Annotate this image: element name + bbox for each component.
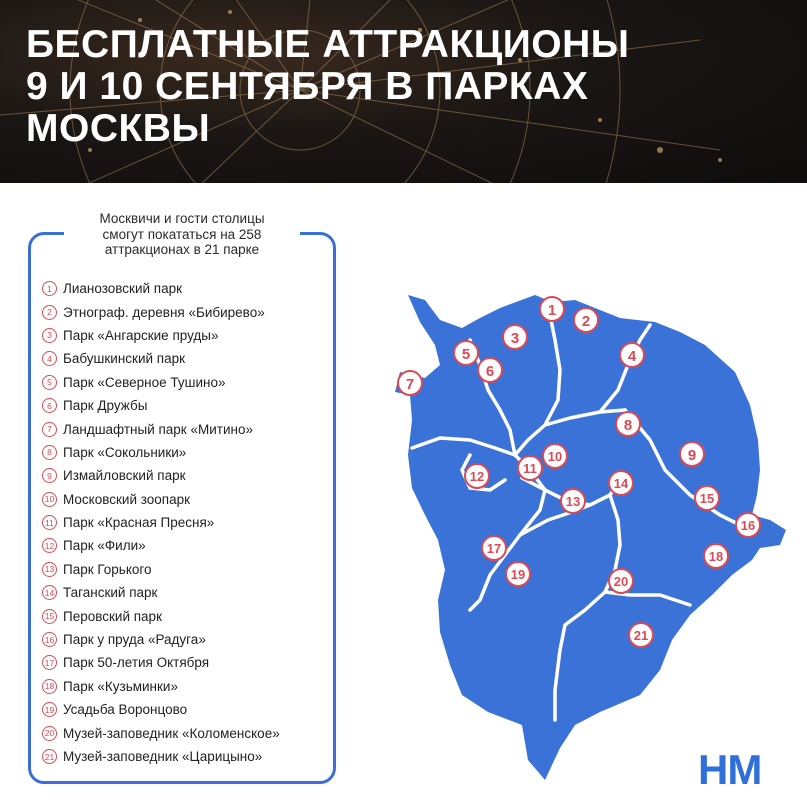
- map-marker-9: [680, 442, 704, 466]
- svg-text:16: 16: [740, 518, 756, 533]
- park-number: 4: [42, 351, 57, 366]
- park-name: Лианозовский парк: [63, 281, 183, 297]
- svg-text:12: 12: [469, 469, 485, 484]
- svg-text:10: 10: [547, 449, 563, 464]
- park-name: Парк 50-летия Октября: [63, 655, 210, 671]
- park-name: Парк «Северное Тушино»: [63, 374, 226, 390]
- park-name: Парк «Сокольники»: [63, 444, 187, 460]
- intro-line-3: аттракционах в 21 парке: [104, 242, 260, 257]
- svg-text:4: 4: [627, 348, 637, 365]
- park-name: Музей-заповедник «Коломенское»: [63, 725, 280, 741]
- park-number: 12: [42, 538, 57, 553]
- svg-text:13: 13: [565, 494, 581, 509]
- map-marker-17: [482, 536, 506, 560]
- svg-text:1: 1: [547, 302, 557, 319]
- park-number: 8: [42, 445, 57, 460]
- park-number: 6: [42, 398, 57, 413]
- park-number: 21: [42, 749, 57, 764]
- park-name: Таганский парк: [63, 585, 158, 601]
- map-marker-13: [561, 489, 585, 513]
- park-number: 18: [42, 679, 57, 694]
- map-marker-20: [609, 569, 633, 593]
- park-number: 19: [42, 702, 57, 717]
- title-line-1: БЕСПЛАТНЫЕ АТТРАКЦИОНЫ: [26, 23, 630, 66]
- park-number: 11: [42, 515, 57, 530]
- park-name: Бабушкинский парк: [63, 351, 186, 367]
- moscow-outline: [395, 295, 786, 780]
- svg-text:5: 5: [461, 346, 471, 363]
- svg-text:19: 19: [510, 567, 526, 582]
- svg-text:15: 15: [699, 491, 715, 506]
- svg-text:21: 21: [633, 628, 649, 643]
- map-marker-2: [574, 308, 598, 332]
- map-marker-8: [616, 412, 640, 436]
- park-name: Парк «Фили»: [63, 538, 146, 554]
- park-name: Парк Горького: [63, 561, 152, 577]
- title-line-3: МОСКВЫ: [26, 107, 211, 150]
- park-number: 3: [42, 328, 57, 343]
- brand-logo: НМ: [698, 746, 762, 793]
- map-marker-3: [503, 325, 527, 349]
- park-name: Парк Дружбы: [63, 398, 148, 414]
- map-marker-10: [543, 444, 567, 468]
- park-name: Парк «Красная Пресня»: [63, 515, 215, 531]
- park-number: 17: [42, 655, 57, 670]
- park-name: Этнограф. деревня «Бибирево»: [63, 304, 265, 320]
- park-number: 14: [42, 585, 57, 600]
- map-marker-21: [629, 623, 653, 647]
- park-number: 20: [42, 726, 57, 741]
- park-number: 1: [42, 281, 57, 296]
- park-name: Усадьба Воронцово: [63, 702, 188, 718]
- map-marker-16: [736, 513, 760, 537]
- park-name: Перовский парк: [63, 608, 162, 624]
- park-name: Московский зоопарк: [63, 491, 191, 507]
- map-marker-7: [398, 371, 422, 395]
- map-marker-14: [609, 471, 633, 495]
- park-number: 9: [42, 468, 57, 483]
- map-marker-19: [506, 562, 530, 586]
- park-number: 13: [42, 562, 57, 577]
- title-line-2: 9 И 10 СЕНТЯБРЯ В ПАРКАХ: [26, 65, 589, 108]
- park-number: 15: [42, 609, 57, 624]
- map-marker-5: [454, 341, 478, 365]
- park-name: Парк «Кузьминки»: [63, 678, 178, 694]
- svg-text:11: 11: [523, 461, 537, 476]
- park-name: Парк «Ангарские пруды»: [63, 327, 219, 343]
- svg-text:2: 2: [581, 313, 591, 330]
- map-marker-18: [704, 544, 728, 568]
- map-marker-11: [518, 456, 542, 480]
- svg-text:18: 18: [708, 549, 724, 564]
- park-name: Ландшафтный парк «Митино»: [63, 421, 253, 437]
- map-marker-1: [540, 297, 564, 321]
- park-number: 7: [42, 422, 57, 437]
- park-name: Музей-заповедник «Царицыно»: [63, 749, 263, 764]
- svg-text:3: 3: [510, 330, 520, 347]
- svg-text:9: 9: [687, 447, 697, 464]
- svg-text:7: 7: [405, 376, 415, 393]
- park-name: Парк у пруда «Радуга»: [63, 632, 206, 648]
- park-number: 16: [42, 632, 57, 647]
- park-number: 10: [42, 492, 57, 507]
- map-marker-15: [695, 486, 719, 510]
- svg-text:20: 20: [613, 574, 629, 589]
- svg-text:14: 14: [613, 476, 629, 491]
- park-number: 2: [42, 305, 57, 320]
- map-marker-12: [465, 464, 489, 488]
- svg-text:6: 6: [485, 363, 495, 380]
- park-name: Измайловский парк: [63, 468, 186, 484]
- intro-line-1: Москвичи и гости столицы: [99, 211, 265, 226]
- map-marker-6: [478, 358, 502, 382]
- intro-line-2: смогут покататься на 258: [102, 226, 262, 242]
- park-number: 5: [42, 375, 57, 390]
- svg-text:8: 8: [623, 417, 633, 434]
- svg-text:17: 17: [486, 541, 502, 556]
- map-marker-4: [620, 343, 644, 367]
